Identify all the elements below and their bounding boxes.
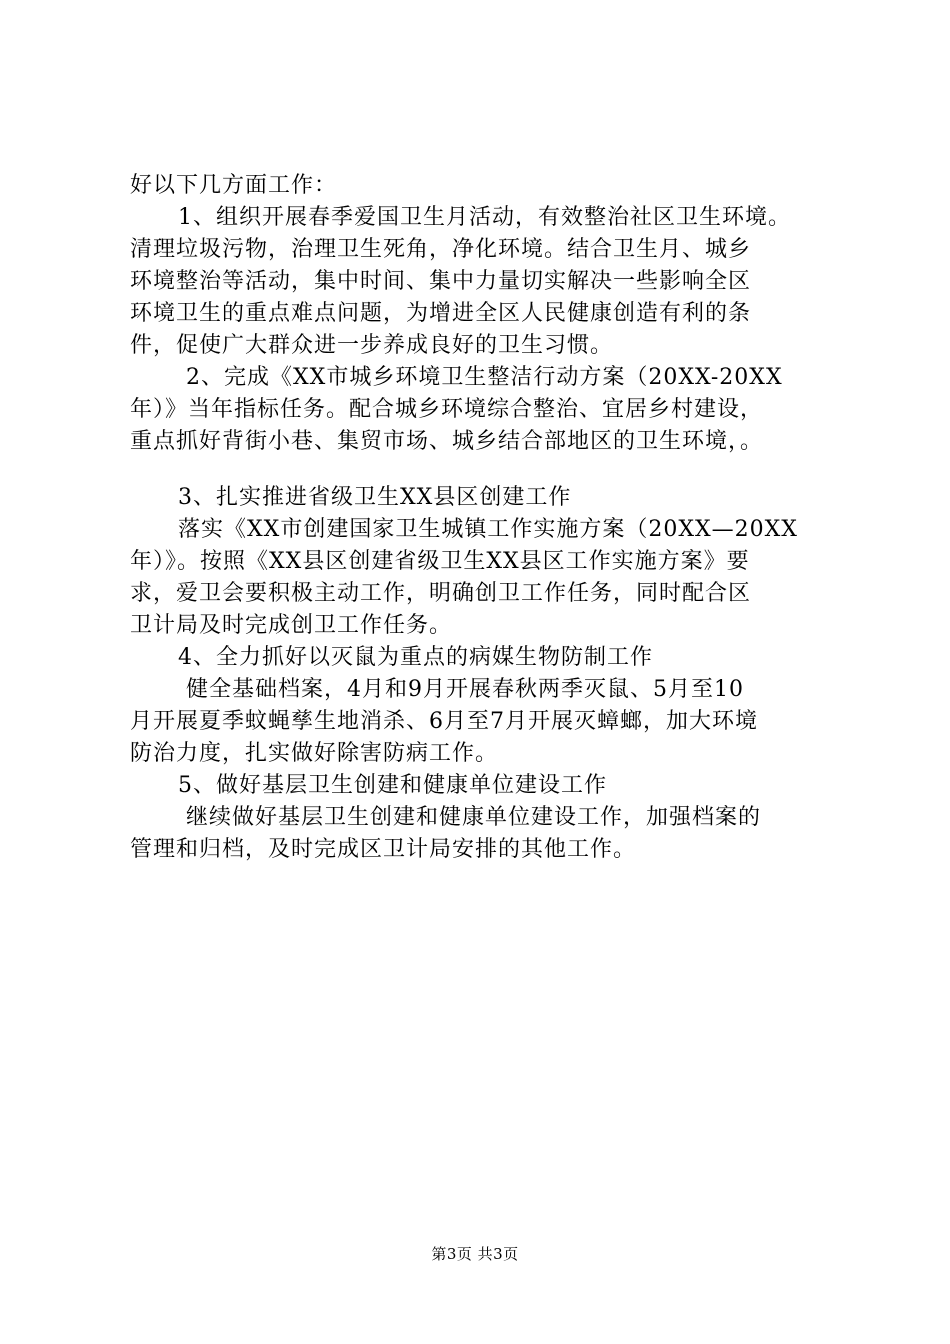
page-footer: 第3页 共3页 (431, 1245, 519, 1263)
section-heading: 3、扎实推进省级卫生XX县区创建工作 (178, 485, 572, 510)
text-line: 清理垃圾污物，治理卫生死角，净化环境。结合卫生月、城乡 (130, 237, 752, 262)
paragraph-gap (130, 458, 840, 482)
section-heading: 4、全力抓好以灭鼠为重点的病媒生物防制工作 (178, 645, 653, 670)
text-line: 环境整治等活动，集中时间、集中力量切实解决一些影响全区 (130, 269, 752, 294)
text-line: 1、组织开展春季爱国卫生月活动，有效整治社区卫生环境。 (178, 205, 791, 230)
document-body (130, 170, 840, 866)
text-line: 落实《XX市创建国家卫生城镇工作实施方案（20XX—20XX (178, 517, 798, 542)
section-heading: 5、做好基层卫生创建和健康单位建设工作 (178, 773, 607, 798)
text-line: 件，促使广大群众进一步养成良好的卫生习惯。 (130, 333, 614, 358)
text-line: 健全基础档案，4月和9月开展春秋两季灭鼠、5月至10 (186, 677, 744, 702)
text-line: 求，爱卫会要积极主动工作，明确创卫工作任务，同时配合区 (130, 581, 752, 606)
text-line: 环境卫生的重点难点问题，为增进全区人民健康创造有利的条 (130, 301, 752, 326)
text-line: 重点抓好背街小巷、集贸市场、城乡结合部地区的卫生环境，。 (130, 429, 764, 454)
text-line: 年）》。按照《XX县区创建省级卫生XX县区工作实施方案》要 (130, 549, 750, 574)
text-line: 2、完成《XX市城乡环境卫生整洁行动方案（20XX-20XX (186, 365, 783, 390)
text-line: 管理和归档，及时完成区卫计局安排的其他工作。 (130, 837, 637, 862)
text-line: 年）》当年指标任务。配合城乡环境综合整治、宜居乡村建设， (130, 397, 764, 422)
text-line: 好以下几方面工作： (130, 173, 338, 198)
text-line: 继续做好基层卫生创建和健康单位建设工作，加强档案的 (186, 805, 762, 830)
text-line: 防治力度，扎实做好除害防病工作。 (130, 741, 499, 766)
text-line: 月开展夏季蚊蝇孳生地消杀、6月至7月开展灭蟑螂，加大环境 (130, 709, 758, 734)
text-line: 卫计局及时完成创卫工作任务。 (130, 613, 453, 638)
